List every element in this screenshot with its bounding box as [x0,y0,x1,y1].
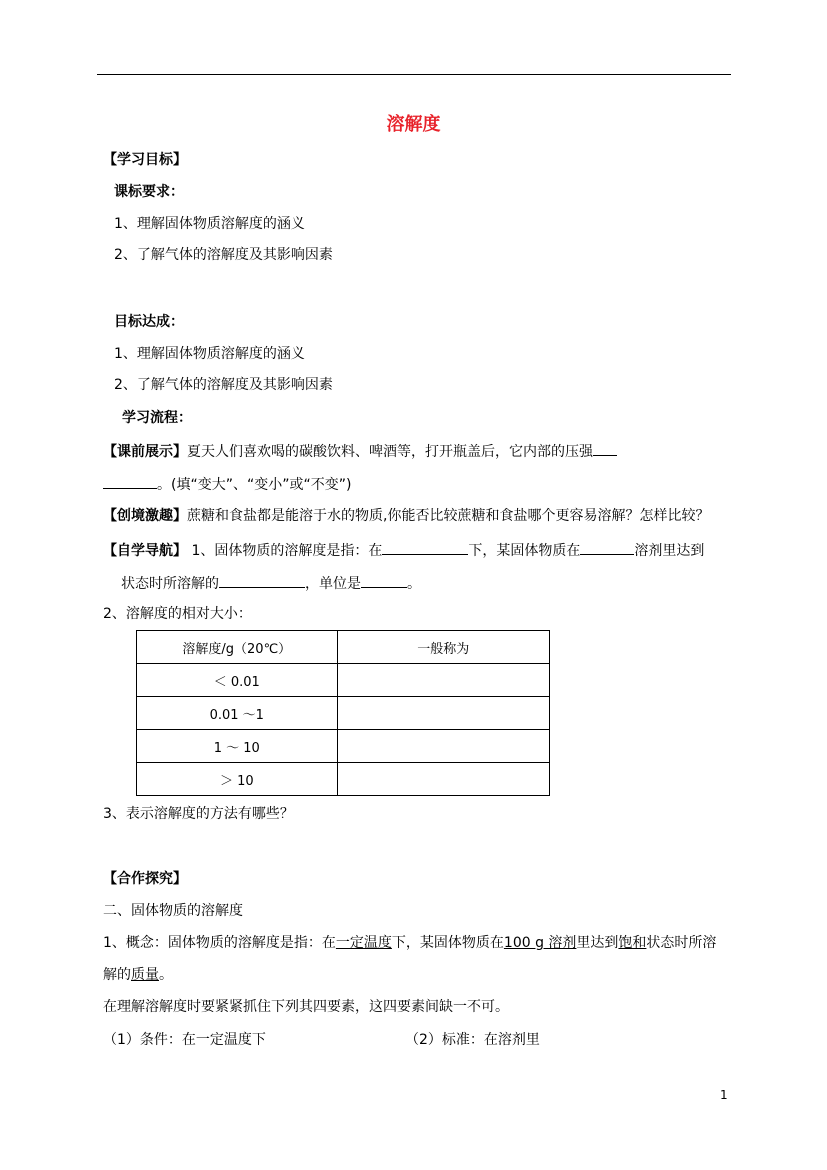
concept-text: 里达到 [576,935,619,951]
concept-cont-line [103,966,173,984]
concept-underline: 一定温度 [335,935,392,951]
table-cell-answer[interactable] [337,730,549,763]
blank-pressure[interactable] [593,441,617,456]
preclass-cont-line [103,474,351,494]
selfstudy-part1: 1、固体物质的溶解度是指：在 [187,543,383,559]
selfstudy-cont-line [121,573,421,593]
concept-text: 下，某固体物质在 [391,935,504,951]
condition-text: （1）条件：在一定温度下 [103,1032,266,1048]
four-elements-text: 在理解溶解度时要紧紧抓住下列其四要素，这四要素间缺一不可。 [103,999,509,1015]
selfstudy-line [103,540,704,560]
page-title: 溶解度 [386,114,441,135]
coop-heading: 【合作探究】 [103,871,187,887]
selfstudy-part4: 状态时所溶解的 [121,576,219,592]
page-number: 1 [720,1088,728,1102]
header-rule [97,74,731,75]
curriculum-item-1: 1、理解固体物质溶解度的涵义 [114,216,305,232]
table-cell-answer[interactable] [337,763,549,796]
preclass-cont: 。(填“变大”、“变小”或“不变”) [157,477,352,493]
table-header-cell: 一般称为 [337,631,549,664]
scenario-text: 蔗糖和食盐都是能溶于水的物质,你能否比较蔗糖和食盐哪个更容易溶解？怎样比较？ [187,508,710,524]
table-header-row [137,631,550,664]
preclass-line [103,441,617,461]
table-row [137,730,550,763]
preclass-label: 【课前展示】 [103,444,187,460]
table-cell: ＞ 10 [137,763,338,796]
blank-pressure-cont[interactable] [103,474,157,489]
curriculum-heading: 课标要求： [114,184,184,200]
table-row [137,763,550,796]
table-cell: 1 ～ 10 [137,730,338,763]
goals-heading: 目标达成： [114,314,184,330]
table-header-cell: 溶解度/g（20℃） [137,631,338,664]
standard-text: （2）标准：在溶剂里 [405,1032,540,1048]
scenario-label: 【创境激趣】 [103,508,187,524]
concept-underline: 100 g 溶剂 [503,935,577,951]
concept-underline: 饱和 [618,935,647,951]
solubility-table [136,630,550,796]
concept-text: 1、概念：固体物质的溶解度是指：在 [103,935,336,951]
table-cell: 0.01 ～1 [137,697,338,730]
curriculum-item-2: 2、了解气体的溶解度及其影响因素 [114,247,333,263]
process-heading: 学习流程： [122,410,192,426]
goals-item-2: 2、了解气体的溶解度及其影响因素 [114,377,333,393]
concept-text: 解的 [103,967,131,983]
preclass-text: 夏天人们喜欢喝的碳酸饮料、啤酒等，打开瓶盖后，它内部的压强 [187,444,593,460]
objectives-heading: 【学习目标】 [103,152,187,168]
section2-heading: 二、固体物质的溶解度 [103,903,243,919]
concept-underline: 质量 [131,967,159,983]
scenario-line [103,507,709,525]
goals-item-1: 1、理解固体物质溶解度的涵义 [114,346,305,362]
selfstudy-label: 【自学导航】 [103,543,187,559]
selfstudy-part3: 溶剂里达到 [634,543,705,559]
relative-heading: 2、溶解度的相对大小： [103,606,252,622]
table-row [137,664,550,697]
blank-dissolved[interactable] [219,573,305,588]
table-cell-answer[interactable] [337,664,549,697]
table-cell: ＜ 0.01 [137,664,338,697]
blank-condition[interactable] [382,540,468,555]
table-cell-answer[interactable] [337,697,549,730]
blank-unit[interactable] [361,573,407,588]
selfstudy-part6: 。 [407,576,421,592]
selfstudy-part5: ，单位是 [305,576,361,592]
selfstudy-part2: 下，某固体物质在 [468,543,581,559]
concept-line [103,934,716,952]
concept-text: 状态时所溶 [646,935,717,951]
methods-question: 3、表示溶解度的方法有哪些？ [103,806,294,822]
concept-text: 。 [159,967,173,983]
table-row [137,697,550,730]
blank-amount[interactable] [580,540,634,555]
